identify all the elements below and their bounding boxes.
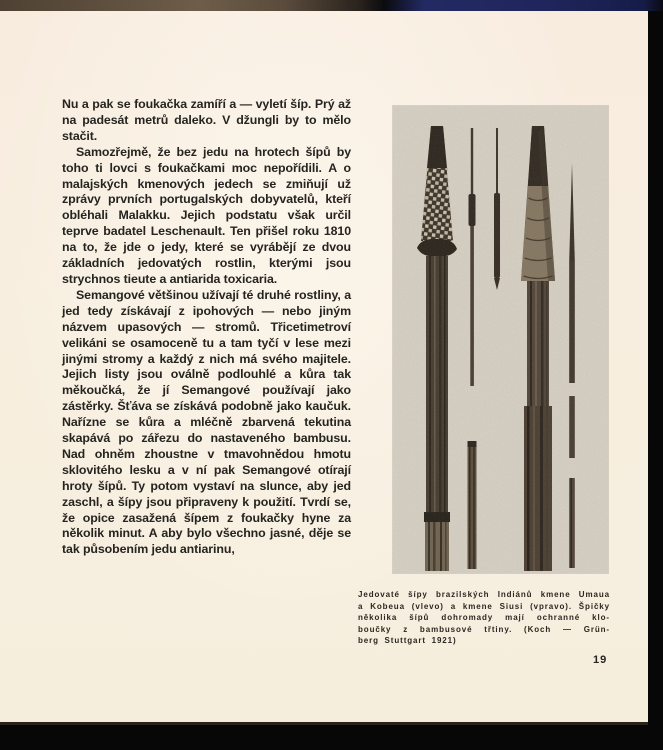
body-text-column — [62, 97, 351, 558]
paragraph: Nu a pak se foukačka zamíří a — vyletí šíp. Prý až na padesát metrů daleko. V džungli by to mělo stačit. — [62, 97, 351, 143]
darts-illustration — [393, 106, 608, 573]
page-number: 19 — [593, 654, 608, 666]
figure-caption — [358, 589, 610, 647]
caption-line: několika šípů dohromady mají ochranné klo- — [358, 613, 610, 623]
poison-darts-photo — [393, 106, 608, 573]
caption-line: boučky z bambusové třtiny. (Koch — Grün- — [358, 624, 610, 634]
book-binding-edge — [0, 0, 663, 11]
caption-line: Jedovaté šípy brazilských Indiánů kmene Umaua — [358, 590, 610, 599]
caption-line: berg Stuttgart 1921) — [358, 636, 457, 646]
photo-grain-overlay — [393, 106, 608, 573]
caption-line: a Kobeua (vlevo) a kmene Siusi (vpravo). Špičky — [358, 601, 610, 611]
paragraph: Semangové většinou užívají té druhé rostliny, a jed tedy získávají z ipohových — nebo jiným názvem upasových — stromů. Třicetimetroví velikáni se osamoceně tu a tam tyčí v lese mezi jinými stromy a každý z nich má svého majitele. Jejich listy jsou oválně podlouhlé a kůra tak měkoučká, že jí Semangové používají jako zástěrky. Šťáva se získává podobně jako kaučuk. Nařízne se kůra a mléčně zbarvená tekutina skapává po zářezu do nastaveného bambusu. Nad ohněm zhoustne v tmavohnědou hmotu sklovitého lesku a v ní pak Semangové otírají hroty šípů. Ty potom vystaví na slunce, aby jed zaschl, a šípy jsou připraveny k použití. Tvrdí se, že opice zasažená šípem z foukačky hyne za několik minut. A aby bylo všechno jasné, děje se tak působením jedu antiarinu, — [62, 287, 351, 557]
paragraph: Samozřejmě, že bez jedu na hrotech šípů by toho ti lovci s foukačkami moc nepořídili. A o malajských kmenových jedech se zmiňují už zprávy prvních portugalských dobyvatelů, kteří obléhali Malakku. Jejich podstatu však určil teprve badatel Leschenault. Ten přišel roku 1810 na to, že jde o jedy, které se vyrábějí ze dvou základních jedovatých rostlin, kterými jsou strychnos tieute a antiarida toxicaria. — [62, 144, 351, 286]
book-page — [0, 11, 648, 725]
